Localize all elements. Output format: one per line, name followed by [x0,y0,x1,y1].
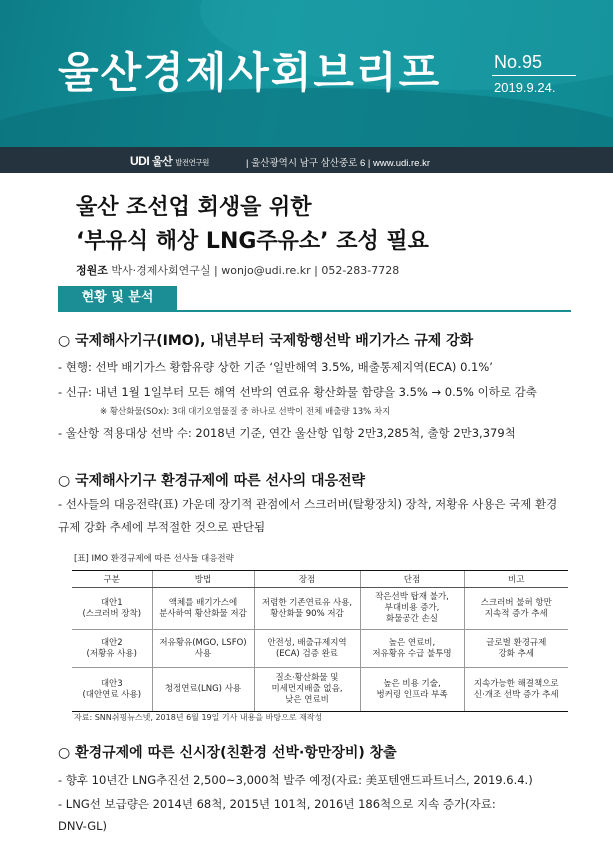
table-cell [72,630,152,668]
table-caption: [표] IMO 환경규제에 따른 선사들 대응전략 [74,554,234,564]
cell-line: (스크러버 장착) [82,608,142,619]
cell-line: 질소·황산화물 및 [275,673,339,683]
table-cell [152,630,254,668]
cell-line: 벙커링 인프라 부족 [376,689,448,700]
table-row [72,630,568,668]
paragraph-line: - 신규: 내년 1월 1일부터 모든 해역 선박의 연료유 황산화물 함량을 3.5% → 0.5% 이하로 감축 [58,385,537,399]
table-cell [464,668,568,712]
issue-divider [492,75,576,76]
section-heading: ○ 국제해사기구 환경규제에 따른 선사의 대응전략 [58,473,366,489]
cell-line: (저황유 사용) [86,648,137,659]
cell-line: 작은선박 탑재 불가, [375,592,449,602]
table-cell [72,668,152,712]
cell-line: 저유황유 수급 불투명 [372,648,452,659]
cell-line: 낮은 연료비 [285,695,329,705]
cell-line: 황산화물 90% 저감 [270,608,344,619]
section-heading: ○ 환경규제에 따른 신시장(친환경 선박·항만장비) 창출 [58,745,397,761]
article-title-line-2: ‘부유식 해상 LNG주유소’ 조성 필요 [76,229,429,254]
column-header: 구분 [72,571,152,588]
author-line [76,262,399,278]
column-header: 방법 [152,571,254,588]
table-cell [464,630,568,668]
logo-name: 울산 [152,156,173,168]
publisher-strip [0,147,613,173]
paragraph-line: - 선사들의 대응전략(표) 가운데 장기적 관점에서 스크러버(탈황장치) 장착, 저황유 사용은 국제 환경 [58,497,558,511]
cell-line: 부대비용 증가, [384,603,440,613]
table-header-row [72,571,568,588]
cell-line: 안전성, 배출규제지역 [267,637,347,648]
section-heading: ○ 국제해사기구(IMO), 내년부터 국제항행선박 배기가스 규제 강화 [58,333,474,349]
paragraph-line: - 울산항 적용대상 선박 수: 2018년 기준, 연간 울산항 입항 2만3,285척, 출항 2만3,379척 [58,426,516,440]
author-details: 박사·경제사회연구실 | wonjo@udi.re.kr | 052-283-7728 [111,264,400,277]
cell-line: 대안2 [100,637,123,648]
issue-date: 2019.9.24. [494,80,556,95]
cell-line: 저렴한 기존연료유 사용, [261,597,353,608]
publication-title: 울산경제사회브리프 [58,48,442,97]
cell-line: 사용 [194,648,212,659]
table-cell [152,588,254,630]
section-tab: 현황 및 분석 [58,286,177,310]
table-cell [464,588,568,630]
header-banner [0,0,613,147]
column-header: 장점 [254,571,360,588]
article-title-line-1: 울산 조선업 회생을 위한 [76,195,312,220]
cell-line: 저유황유(MGO, LSFO) [159,637,247,648]
cell-line: (ECA) 검증 완료 [275,648,338,659]
footnote: ※ 황산화물(SOx): 3대 대기오염물질 중 하나로 선박이 전체 배출량 13% 차지 [100,407,391,417]
cell-line: 대안1 [100,597,123,608]
cell-line: 대안3 [100,678,123,689]
cell-line: 액체를 배기가스에 [168,597,238,608]
table-cell [254,630,360,668]
paragraph-line: - 향후 10년간 LNG추진선 2,500~3,000척 발주 예정(자료: 美포텐앤드파트너스, 2019.6.4.) [58,773,533,787]
cell-line: 강화 추세 [498,648,535,659]
cell-line: 분사하여 황산화물 저감 [159,608,247,619]
issue-number: No.95 [494,52,543,72]
table-cell [254,668,360,712]
logo-udi: UDI [130,154,150,168]
cell-line: 높은 연료비, [388,637,436,648]
table-row [72,668,568,712]
cell-line: 미세먼지배출 없음, [271,684,343,694]
paragraph-line: - 현행: 선박 배기가스 황함유량 상한 기준 ‘일반해역 3.5%, 배출통제지역(ECA) 0.1%’ [58,360,493,374]
table-row [72,588,568,630]
cell-line: 지속적 증가 추세 [484,608,548,619]
paragraph-line: DNV-GL) [58,819,108,833]
table-cell [360,588,464,630]
cell-line: 글로벌 환경규제 [486,637,547,648]
paragraph-line: - LNG선 보급량은 2014년 68척, 2015년 101척, 2016년 186척으로 지속 증가(자료: [58,797,496,811]
cell-line: 높은 비용 기술, [383,678,441,689]
table-cell [360,668,464,712]
cell-line: 화물공간 손실 [386,614,438,624]
paragraph-line: 규제 강화 추세에 부적절한 것으로 판단됨 [58,520,266,534]
table-cell [152,668,254,712]
author-name: 정원조 [76,264,108,277]
strategy-table [72,570,568,712]
cell-line: 지속가능한 해결책으로 [473,678,559,689]
table-cell [360,630,464,668]
publisher-info: | 울산광역시 남구 삼산중로 6 | www.udi.re.kr [246,157,431,169]
table-source: 자료: SNN쉬핑뉴스넷, 2018년 6월 19일 기사 내용을 바탕으로 재작성 [74,713,323,722]
cell-line: 신·개조 선박 증가 추세 [473,689,559,700]
cell-line: 스크러버 불허 항만 [480,597,552,608]
table-cell [72,588,152,630]
section-rule [58,310,571,312]
publisher-logo [130,153,209,169]
cell-line: (대안연료 사용) [82,689,142,700]
cell-line: 청정연료(LNG) 사용 [164,684,242,694]
table-cell [254,588,360,630]
logo-sub: 발전연구원 [175,158,209,167]
column-header: 단점 [360,571,464,588]
column-header: 비고 [464,571,568,588]
